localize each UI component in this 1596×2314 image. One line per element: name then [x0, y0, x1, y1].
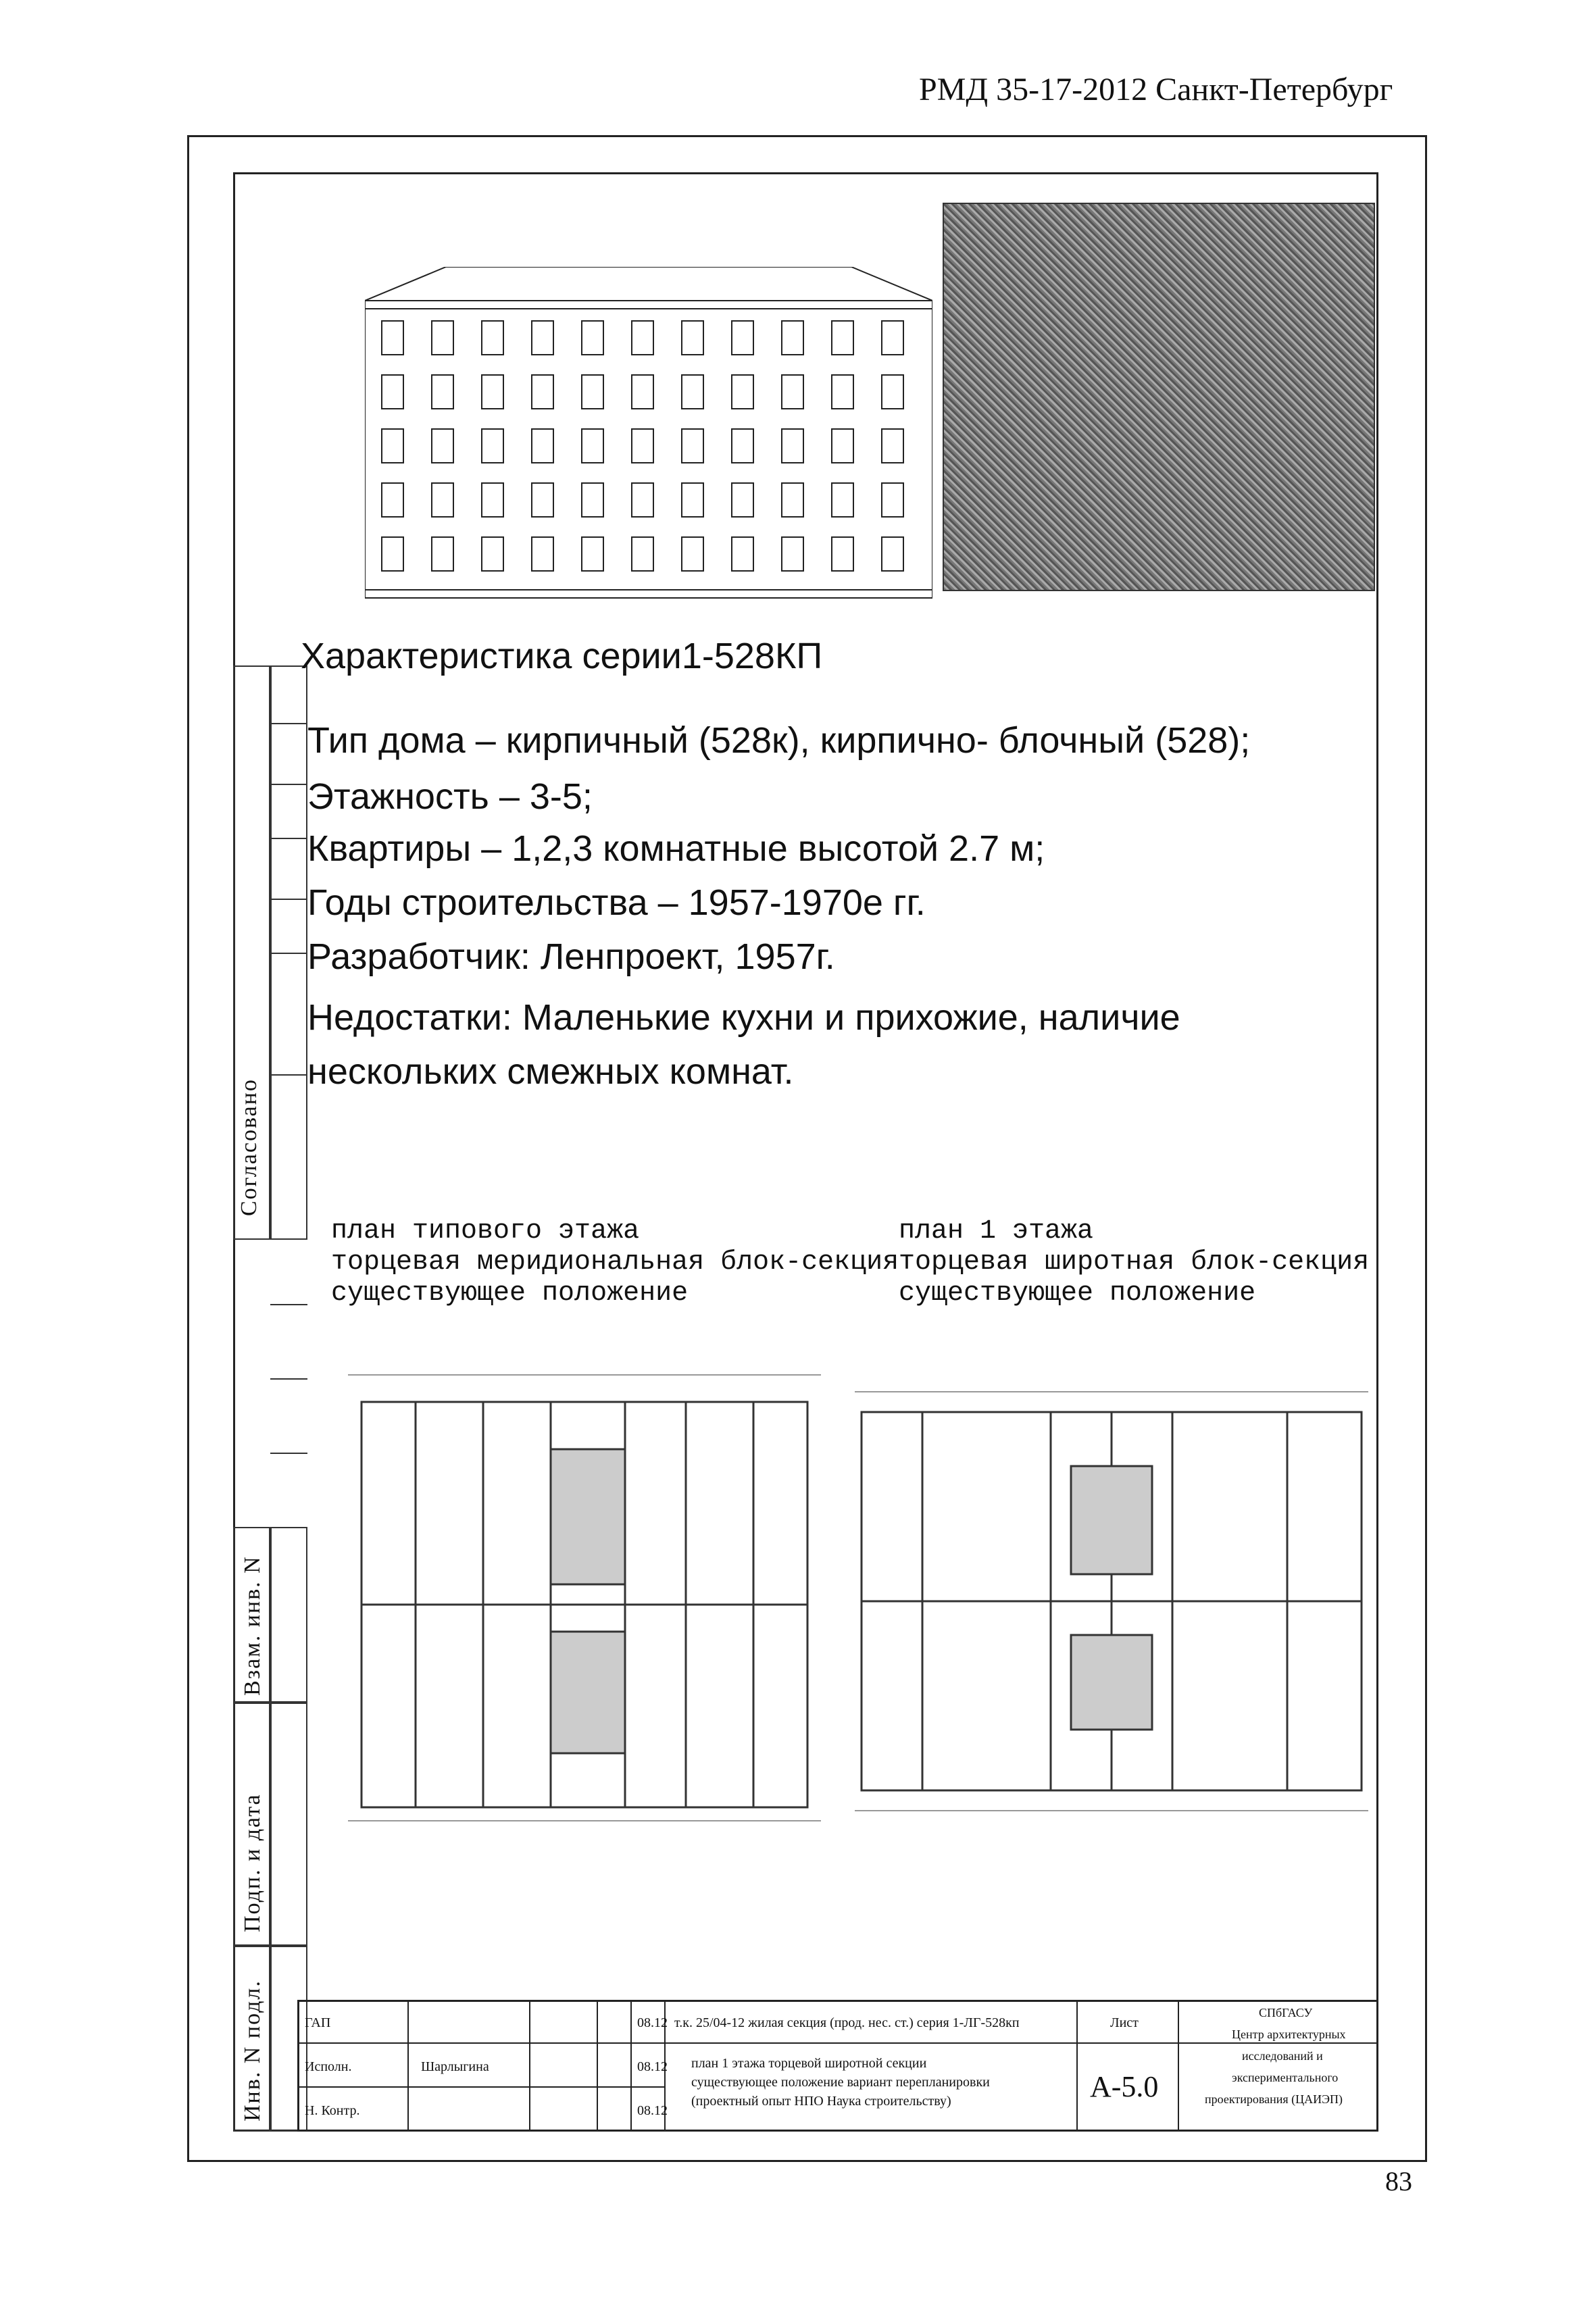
- facade-window: [682, 321, 703, 355]
- caption-line: существующее положение: [331, 1278, 689, 1309]
- caption-line: план типового этажа: [331, 1216, 640, 1247]
- title-block: [297, 2000, 1378, 2132]
- tb-role: ГАП: [305, 2015, 331, 2030]
- facade-window: [532, 429, 553, 463]
- tb-org: экспериментального: [1232, 2071, 1339, 2084]
- facade-window: [432, 375, 453, 409]
- facade-drawing: [365, 267, 932, 601]
- facade-window: [782, 429, 803, 463]
- facade-window: [832, 537, 853, 571]
- caption-line: торцевая широтная блок-секция: [899, 1247, 1370, 1278]
- facade-window: [832, 483, 853, 517]
- facade-window: [832, 375, 853, 409]
- facade-window: [732, 321, 753, 355]
- tb-line: [299, 2042, 1376, 2044]
- facade-window: [882, 483, 903, 517]
- facade-window: [682, 483, 703, 517]
- facade-window: [582, 537, 603, 571]
- tb-org: проектирования (ЦАИЭП): [1205, 2092, 1343, 2106]
- facade-window: [632, 375, 653, 409]
- tb-line: [1076, 2002, 1078, 2130]
- tb-line: [630, 2002, 632, 2130]
- tb-line: [299, 2086, 664, 2088]
- strip-agreed-label: Согласовано: [236, 1078, 261, 1216]
- tb-role: Исполн.: [305, 2059, 352, 2074]
- facade-window: [382, 375, 403, 409]
- tb-date: 08.12: [637, 2059, 668, 2074]
- facade-window: [482, 321, 503, 355]
- facade-window: [882, 321, 903, 355]
- facade-window: [732, 537, 753, 571]
- facade-window: [882, 375, 903, 409]
- facade-window: [782, 375, 803, 409]
- facade-window: [832, 321, 853, 355]
- spec-developer: Разработчик: Ленпроект, 1957г.: [307, 936, 835, 977]
- strip-tick: [270, 1074, 307, 1076]
- strip-cell-sign-value: [270, 1703, 307, 1946]
- tb-org: СПбГАСУ: [1259, 2006, 1313, 2019]
- strip-tick: [270, 953, 307, 954]
- facade-window: [382, 429, 403, 463]
- building-photo: [943, 203, 1375, 591]
- tb-sheet-label: Лист: [1110, 2015, 1139, 2030]
- characteristics-title: Характеристика серии1-528КП: [301, 636, 823, 676]
- facade-window: [532, 321, 553, 355]
- facade-window: [632, 429, 653, 463]
- strip-tick: [270, 1304, 307, 1305]
- floor-plan-left: [348, 1348, 821, 1834]
- facade-window: [632, 537, 653, 571]
- document-header: РМД 35-17-2012 Санкт-Петербург: [919, 72, 1393, 107]
- tb-line: [407, 2002, 409, 2130]
- strip-inv-label: Инв. N подл.: [240, 1980, 265, 2121]
- facade-window: [732, 483, 753, 517]
- plan-left-caption: [331, 1216, 899, 1309]
- strip-cell-swap-value: [270, 1527, 307, 1703]
- facade-window: [482, 483, 503, 517]
- facade-window: [532, 375, 553, 409]
- tb-line: [597, 2002, 598, 2130]
- tb-date: 08.12: [637, 2015, 668, 2030]
- facade-window: [432, 537, 453, 571]
- facade-window: [482, 375, 503, 409]
- strip-tick: [270, 723, 307, 724]
- caption-line: план 1 этажа: [899, 1216, 1094, 1247]
- spec-apartments: Квартиры – 1,2,3 комнатные высотой 2.7 м;: [307, 828, 1045, 869]
- strip-tick: [270, 838, 307, 839]
- facade-window: [882, 537, 903, 571]
- caption-line: существующее положение: [899, 1278, 1256, 1309]
- tb-code: т.к. 25/04-12 жилая секция (прод. нес. ст.) серия 1-ЛГ-528кп: [674, 2015, 1020, 2030]
- facade-window: [832, 429, 853, 463]
- facade-window: [882, 429, 903, 463]
- facade-window: [382, 537, 403, 571]
- facade-window: [632, 483, 653, 517]
- defects-line-2: нескольких смежных комнат.: [307, 1051, 794, 1092]
- facade-window: [632, 321, 653, 355]
- spec-floors: Этажность – 3-5;: [307, 776, 593, 817]
- facade-window: [382, 483, 403, 517]
- facade-window: [582, 483, 603, 517]
- spec-years: Годы строительства – 1957-1970е гг.: [307, 882, 926, 923]
- facade-window: [582, 321, 603, 355]
- tb-role: Н. Контр.: [305, 2103, 360, 2118]
- caption-line: торцевая меридиональная блок-секция: [331, 1247, 899, 1278]
- facade-window: [482, 537, 503, 571]
- facade-window: [782, 321, 803, 355]
- strip-tick: [270, 899, 307, 900]
- strip-sign-label: Подп. и дата: [240, 1793, 265, 1932]
- tb-desc: (проектный опыт НПО Наука строительству): [691, 2094, 951, 2109]
- tb-desc: план 1 этажа торцевой широтной секции: [691, 2056, 927, 2071]
- facade-window: [482, 429, 503, 463]
- strip-tick: [270, 784, 307, 785]
- tb-desc: существующее положение вариант перепланировки: [691, 2075, 990, 2090]
- defects-line-1: Недостатки: Маленькие кухни и прихожие, наличие: [307, 997, 1180, 1038]
- facade-window: [782, 483, 803, 517]
- facade-window: [682, 375, 703, 409]
- facade-window: [382, 321, 403, 355]
- tb-sheet-number: А-5.0: [1090, 2070, 1159, 2103]
- tb-name: Шарлыгина: [421, 2059, 489, 2074]
- facade-window: [582, 375, 603, 409]
- tb-date: 08.12: [637, 2103, 668, 2118]
- facade-window: [432, 483, 453, 517]
- facade-window: [432, 321, 453, 355]
- facade-window: [782, 537, 803, 571]
- facade-window: [582, 429, 603, 463]
- facade-window: [532, 537, 553, 571]
- facade-window: [432, 429, 453, 463]
- facade-window: [682, 537, 703, 571]
- facade-window: [732, 375, 753, 409]
- tb-line: [529, 2002, 530, 2130]
- facade-window: [682, 429, 703, 463]
- strip-swap-label: Взам. инв. N: [240, 1555, 265, 1696]
- facade-window: [532, 483, 553, 517]
- strip-tick: [270, 1453, 307, 1454]
- plan-right-caption: [899, 1216, 1369, 1309]
- facade-window: [732, 429, 753, 463]
- tb-org: исследований и: [1242, 2049, 1323, 2063]
- page-number: 83: [1385, 2166, 1412, 2196]
- strip-tick: [270, 1378, 307, 1380]
- tb-org: Центр архитектурных: [1232, 2028, 1346, 2041]
- floor-plan-right: [855, 1378, 1368, 1838]
- spec-house-type: Тип дома – кирпичный (528к), кирпично- блочный (528);: [307, 720, 1251, 761]
- tb-line: [1178, 2002, 1179, 2130]
